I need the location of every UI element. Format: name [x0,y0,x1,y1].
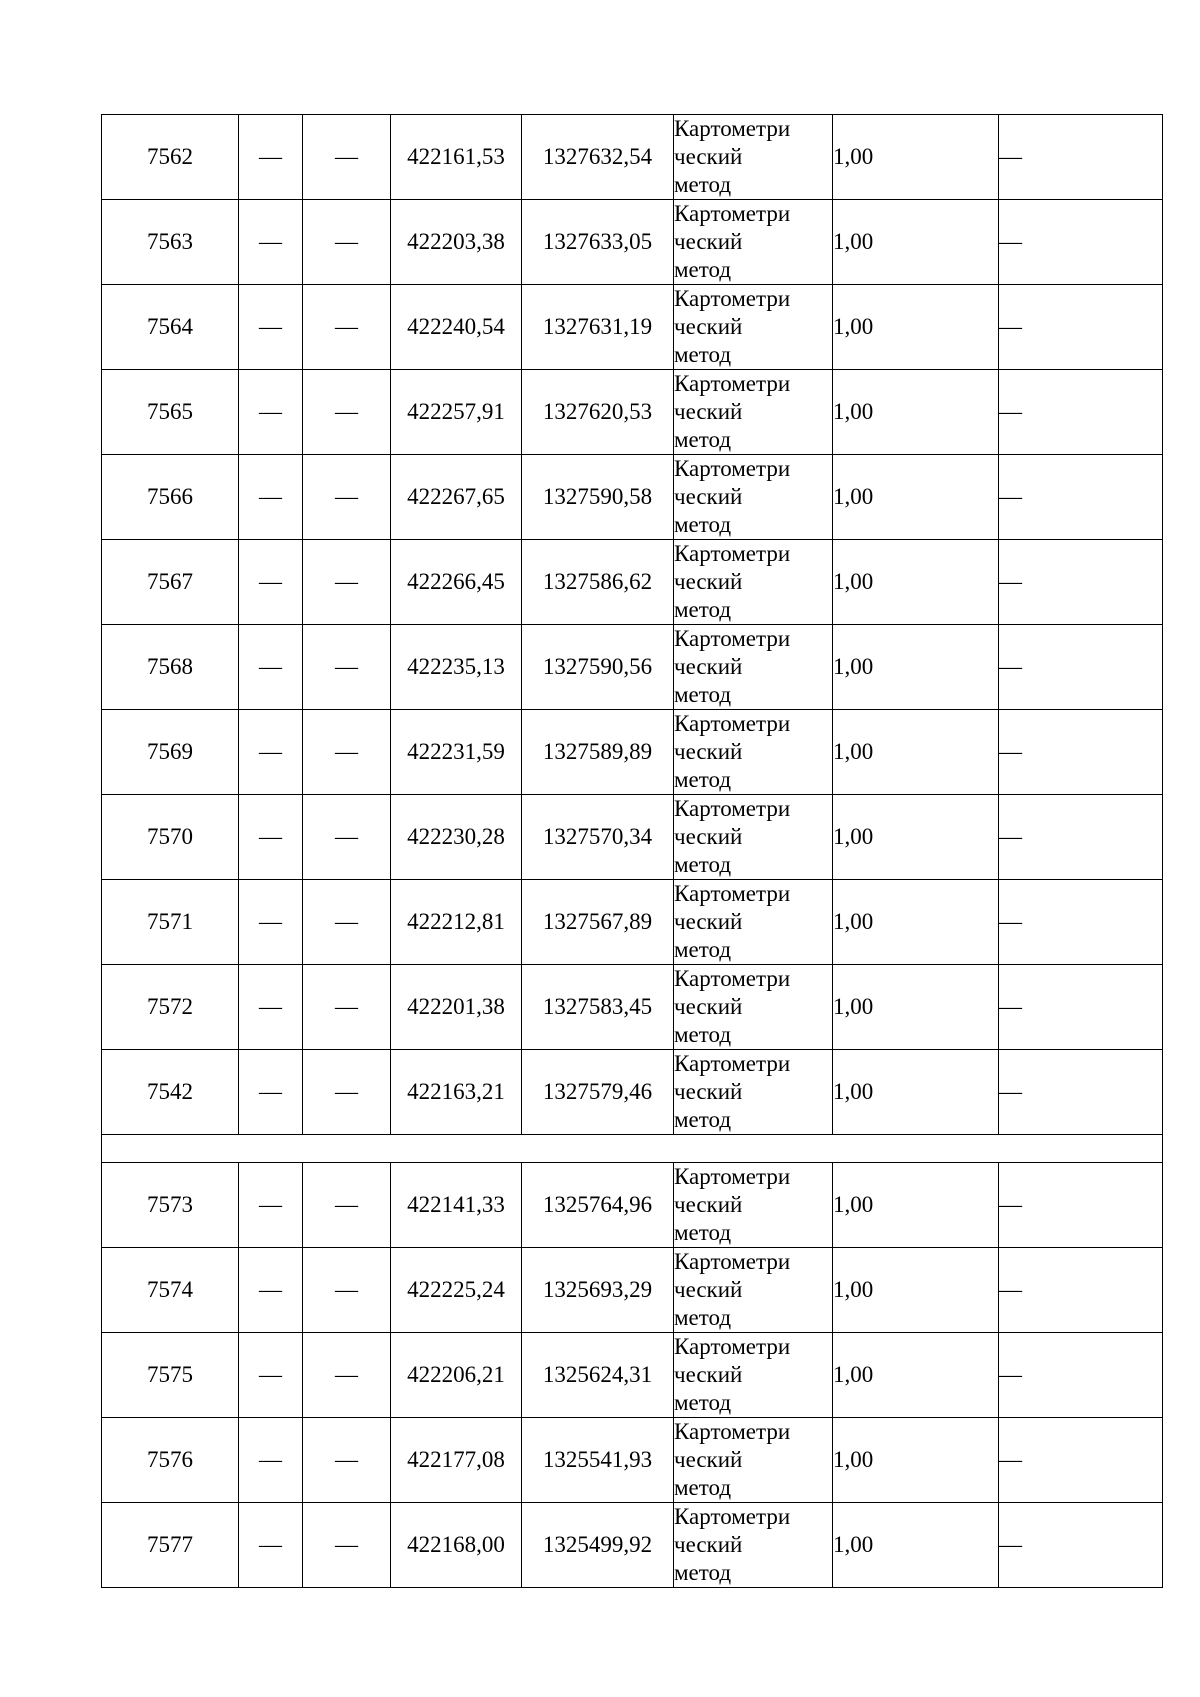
empty-value-cell: — [303,540,391,625]
method-cell [674,710,833,795]
method-line: ческий [674,739,743,764]
y-coordinate-cell: 1325764,96 [522,1163,674,1248]
method-line: Картометри [674,1051,791,1076]
empty-value-cell: — [999,1333,1163,1418]
method-cell [674,1248,833,1333]
method-line: ческий [674,484,743,509]
y-coordinate-cell: 1327590,58 [522,455,674,540]
empty-value-cell: — [303,1248,391,1333]
method-line: метод [674,257,732,282]
empty-value-cell: — [239,370,303,455]
y-coordinate-cell: 1327579,46 [522,1050,674,1135]
point-number-cell: 7572 [102,965,239,1050]
precision-cell: 1,00 [833,1050,999,1135]
method-line: ческий [674,1079,743,1104]
empty-value-cell: — [239,200,303,285]
separator-row [102,1135,1163,1163]
precision-cell: 1,00 [833,965,999,1050]
empty-value-cell: — [239,710,303,795]
y-coordinate-cell: 1327567,89 [522,880,674,965]
point-number-cell: 7562 [102,115,239,200]
empty-value-cell: — [239,1503,303,1588]
precision-cell: 1,00 [833,455,999,540]
x-coordinate-cell: 422235,13 [391,625,522,710]
precision-cell: 1,00 [833,1418,999,1503]
method-line: метод [674,1022,732,1047]
empty-value-cell: — [239,795,303,880]
x-coordinate-cell: 422231,59 [391,710,522,795]
precision-cell: 1,00 [833,1333,999,1418]
empty-value-cell: — [999,1248,1163,1333]
precision-cell: 1,00 [833,370,999,455]
empty-value-cell: — [303,200,391,285]
point-number-cell: 7566 [102,455,239,540]
precision-cell: 1,00 [833,795,999,880]
point-number-cell: 7563 [102,200,239,285]
point-number-cell: 7576 [102,1418,239,1503]
method-cell [674,455,833,540]
empty-value-cell: — [999,1503,1163,1588]
method-line: ческий [674,1192,743,1217]
empty-value-cell: — [999,370,1163,455]
method-cell [674,1418,833,1503]
table-row [102,795,1163,880]
empty-value-cell: — [303,710,391,795]
method-line: ческий [674,1532,743,1557]
method-line: метод [674,1220,732,1245]
method-line: метод [674,937,732,962]
coordinates-table [101,114,1163,1588]
coordinates-table-body [102,115,1163,1588]
y-coordinate-cell: 1327632,54 [522,115,674,200]
method-cell [674,795,833,880]
method-line: Картометри [674,1334,791,1359]
empty-value-cell: — [303,1050,391,1135]
empty-value-cell: — [999,710,1163,795]
method-cell [674,965,833,1050]
method-line: метод [674,852,732,877]
empty-value-cell: — [303,880,391,965]
precision-cell: 1,00 [833,625,999,710]
method-cell [674,285,833,370]
empty-value-cell: — [239,1050,303,1135]
x-coordinate-cell: 422161,53 [391,115,522,200]
method-cell [674,1503,833,1588]
table-row [102,710,1163,795]
y-coordinate-cell: 1327586,62 [522,540,674,625]
method-line: ческий [674,314,743,339]
method-line: метод [674,682,732,707]
method-line: ческий [674,1277,743,1302]
table-row [102,200,1163,285]
precision-cell: 1,00 [833,1503,999,1588]
empty-value-cell: — [999,625,1163,710]
method-line: Картометри [674,711,791,736]
empty-value-cell: — [999,795,1163,880]
method-line: Картометри [674,456,791,481]
point-number-cell: 7542 [102,1050,239,1135]
method-cell [674,1050,833,1135]
empty-value-cell: — [239,1418,303,1503]
point-number-cell: 7568 [102,625,239,710]
method-line: Картометри [674,286,791,311]
method-line: метод [674,172,732,197]
empty-value-cell: — [239,1333,303,1418]
point-number-cell: 7573 [102,1163,239,1248]
method-line: Картометри [674,1249,791,1274]
x-coordinate-cell: 422163,21 [391,1050,522,1135]
method-line: Картометри [674,796,791,821]
precision-cell: 1,00 [833,115,999,200]
empty-value-cell: — [999,540,1163,625]
method-cell [674,1333,833,1418]
method-line: метод [674,1107,732,1132]
method-line: Картометри [674,371,791,396]
method-line: метод [674,1475,732,1500]
empty-value-cell: — [999,200,1163,285]
y-coordinate-cell: 1325499,92 [522,1503,674,1588]
y-coordinate-cell: 1327590,56 [522,625,674,710]
empty-value-cell: — [303,1418,391,1503]
x-coordinate-cell: 422141,33 [391,1163,522,1248]
empty-value-cell: — [303,795,391,880]
point-number-cell: 7575 [102,1333,239,1418]
y-coordinate-cell: 1327589,89 [522,710,674,795]
empty-value-cell: — [999,455,1163,540]
method-cell [674,1163,833,1248]
empty-value-cell: — [999,115,1163,200]
method-cell [674,880,833,965]
precision-cell: 1,00 [833,200,999,285]
empty-value-cell: — [303,455,391,540]
method-line: метод [674,512,732,537]
x-coordinate-cell: 422257,91 [391,370,522,455]
empty-value-cell: — [239,115,303,200]
method-line: ческий [674,1362,743,1387]
method-line: Картометри [674,201,791,226]
point-number-cell: 7570 [102,795,239,880]
method-line: Картометри [674,966,791,991]
method-line: Картометри [674,1419,791,1444]
empty-value-cell: — [239,285,303,370]
method-line: метод [674,1560,732,1585]
y-coordinate-cell: 1327570,34 [522,795,674,880]
method-line: Картометри [674,541,791,566]
point-number-cell: 7571 [102,880,239,965]
empty-value-cell: — [999,285,1163,370]
method-line: ческий [674,824,743,849]
empty-value-cell: — [303,1333,391,1418]
empty-value-cell: — [303,115,391,200]
empty-value-cell: — [239,965,303,1050]
method-line: Картометри [674,1504,791,1529]
x-coordinate-cell: 422225,24 [391,1248,522,1333]
point-number-cell: 7565 [102,370,239,455]
empty-value-cell: — [303,1163,391,1248]
empty-value-cell: — [999,1050,1163,1135]
table-row [102,880,1163,965]
x-coordinate-cell: 422266,45 [391,540,522,625]
empty-value-cell: — [239,880,303,965]
empty-value-cell: — [239,625,303,710]
table-row [102,540,1163,625]
x-coordinate-cell: 422203,38 [391,200,522,285]
precision-cell: 1,00 [833,285,999,370]
y-coordinate-cell: 1327631,19 [522,285,674,370]
y-coordinate-cell: 1327620,53 [522,370,674,455]
method-line: ческий [674,1447,743,1472]
method-line: ческий [674,229,743,254]
table-row [102,1050,1163,1135]
method-line: Картометри [674,116,791,141]
table-row [102,1248,1163,1333]
table-row [102,115,1163,200]
x-coordinate-cell: 422201,38 [391,965,522,1050]
y-coordinate-cell: 1325541,93 [522,1418,674,1503]
method-line: ческий [674,144,743,169]
table-row [102,1333,1163,1418]
method-cell [674,625,833,710]
method-line: Картометри [674,1164,791,1189]
x-coordinate-cell: 422230,28 [391,795,522,880]
y-coordinate-cell: 1327633,05 [522,200,674,285]
method-line: Картометри [674,626,791,651]
method-line: метод [674,767,732,792]
empty-value-cell: — [239,540,303,625]
x-coordinate-cell: 422168,00 [391,1503,522,1588]
empty-value-cell: — [999,1163,1163,1248]
point-number-cell: 7567 [102,540,239,625]
x-coordinate-cell: 422177,08 [391,1418,522,1503]
point-number-cell: 7577 [102,1503,239,1588]
empty-value-cell: — [239,455,303,540]
y-coordinate-cell: 1325624,31 [522,1333,674,1418]
method-line: метод [674,597,732,622]
empty-value-cell: — [303,370,391,455]
method-cell [674,115,833,200]
method-line: Картометри [674,881,791,906]
precision-cell: 1,00 [833,710,999,795]
x-coordinate-cell: 422212,81 [391,880,522,965]
separator-cell [102,1135,1163,1163]
method-cell [674,370,833,455]
method-line: ческий [674,994,743,1019]
table-row [102,1418,1163,1503]
empty-value-cell: — [303,285,391,370]
method-line: ческий [674,909,743,934]
precision-cell: 1,00 [833,1163,999,1248]
method-line: метод [674,1390,732,1415]
table-row [102,370,1163,455]
y-coordinate-cell: 1325693,29 [522,1248,674,1333]
empty-value-cell: — [303,965,391,1050]
method-cell [674,200,833,285]
precision-cell: 1,00 [833,540,999,625]
x-coordinate-cell: 422240,54 [391,285,522,370]
x-coordinate-cell: 422267,65 [391,455,522,540]
table-row [102,285,1163,370]
empty-value-cell: — [999,965,1163,1050]
table-row [102,455,1163,540]
method-line: метод [674,427,732,452]
y-coordinate-cell: 1327583,45 [522,965,674,1050]
point-number-cell: 7574 [102,1248,239,1333]
empty-value-cell: — [239,1248,303,1333]
x-coordinate-cell: 422206,21 [391,1333,522,1418]
table-row [102,1163,1163,1248]
method-line: ческий [674,399,743,424]
table-row [102,625,1163,710]
empty-value-cell: — [239,1163,303,1248]
point-number-cell: 7569 [102,710,239,795]
table-row [102,1503,1163,1588]
point-number-cell: 7564 [102,285,239,370]
method-line: ческий [674,654,743,679]
empty-value-cell: — [999,880,1163,965]
empty-value-cell: — [303,625,391,710]
empty-value-cell: — [303,1503,391,1588]
method-line: метод [674,1305,732,1330]
table-row [102,965,1163,1050]
method-line: ческий [674,569,743,594]
method-line: метод [674,342,732,367]
precision-cell: 1,00 [833,1248,999,1333]
precision-cell: 1,00 [833,880,999,965]
method-cell [674,540,833,625]
empty-value-cell: — [999,1418,1163,1503]
